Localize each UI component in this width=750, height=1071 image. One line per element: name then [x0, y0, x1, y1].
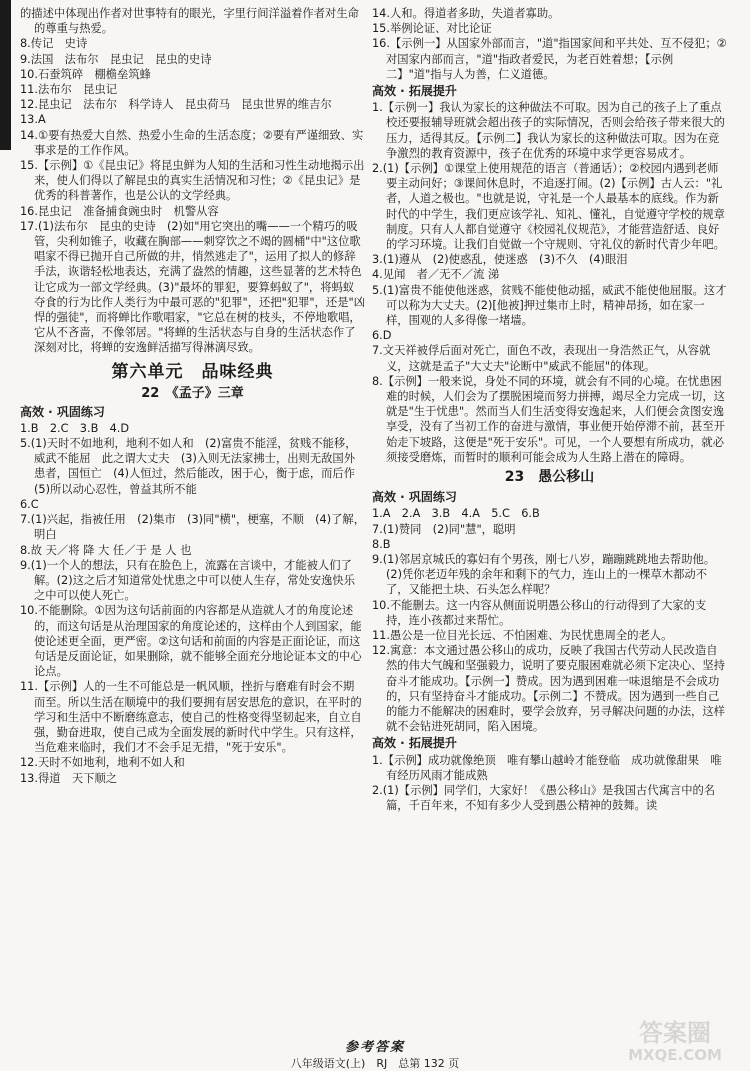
lesson-title: 23 愚公移山	[504, 469, 595, 486]
watermark-logo	[613, 1013, 738, 1065]
section-heading: 高效 · 巩固练习	[20, 404, 105, 419]
answer-item: 1.【示例一】我认为家长的这种做法不可取。因为自己的孩子上了重点校还要报辅导班就会超出孩子的实际情况，否则会给孩子带来很大的压力，适得其反。【示例二】我认为家长的这种做法可取。因为在竞争激烈的教育资源中，孩子在优秀的环境中求学更容易成才。	[372, 101, 725, 160]
answer-item: 2.(1)【示例】同学们，大家好！《愚公移山》是我国古代寓言中的名篇，千百年来，不知有多少人受到愚公精神的鼓舞。读	[372, 783, 716, 813]
answer-item: 10.不能删去。这一内容从侧面说明愚公移山的行动得到了大家的支持，连小孩都过来帮忙。	[372, 598, 707, 627]
answer-item: 12.寓意：本文通过愚公移山的成功，反映了我国古代劳动人民改造自然的伟大气魄和坚强毅力，说明了要克服困难就必须下定决心、坚持奋斗才能成功。【示例一】赞成。因为遇到困难一味退缩是不会成功的，只有坚持奋斗才能成功。【示例二】不赞成。因为遇到一些自己的能力不能解决的困难时，要学会放弃，另寻解决问题的办法，这样就不会钻进死胡同，陷入困境。	[372, 644, 725, 734]
answer-item: 11.法布尔 昆虫记	[20, 83, 118, 97]
section-heading: 高效 · 拓展提升	[372, 84, 457, 99]
answer-item: 11.愚公是一位目光长远、不怕困难、为民忧患周全的老人。	[372, 628, 673, 642]
page-info: 八年级语文(上) RJ 总第 132 页	[290, 1057, 460, 1071]
answer-item: 8.B	[372, 537, 391, 551]
section-heading: 高效 · 巩固练习	[372, 490, 457, 505]
answer-item: 1.【示例】成功就像绝顶 唯有攀山越岭才能登临 成功就像甜果 唯有经历风雨才能成熟	[372, 753, 722, 782]
answer-item: 14.①要有热爱大自然、热爱小生命的生活态度；②要有严谨细致、实事求是的工作作风。	[20, 128, 364, 157]
answer-item: 5.(1)富贵不能使他迷惑，贫贱不能使他动摇，威武不能使他屈服。这才可以称为大丈夫。(2)[他被]押过集市上时，精神昂扬，如在家一样，围观的人多得像一堵墙。	[372, 283, 727, 328]
answer-item: 7.(1)兴起，指被任用 (2)集市 (3)同"横"，梗塞，不顺 (4)了解，明白	[20, 513, 366, 542]
answer-item: 9.(1)一个人的想法，只有在脸色上，流露在言谈中，才能被人们了解。(2)这之后才知道常处忧患之中可以使人生存，常处安逸快乐之中可以使人死亡。	[20, 558, 356, 603]
answer-item: 7.(1)赞同 (2)同"慧"，聪明	[372, 522, 516, 536]
answer-item: 7.文天祥被俘后面对死亡，面色不改，表现出一身浩然正气，从容就义，这就是孟子"大丈夫"论断中"威武不能屈"的体现。	[372, 344, 711, 373]
answer-item: 3.(1)遵从 (2)使惑乱，使迷惑 (3)不久 (4)眼泪	[372, 253, 628, 267]
watermark-line1: 答案圈	[639, 1019, 711, 1047]
answer-item: 1.A 2.A 3.B 4.A 5.C 6.B	[372, 507, 540, 521]
answer-item: 14.人和。得道者多助，失道者寡助。	[372, 7, 560, 20]
answer-item: 11.【示例】人的一生不可能总是一帆风顺，挫折与磨难有时会不期而至。所以生活在顺境中的我们要拥有居安思危的意识，在平时的学习和生活中不断磨练意志，使自己的性格变得坚韧起来，自立自强，勤奋进取，使自己成为全面发展的新时代中学生。只有这样，当危难来临时，我们才不会手足无措，"死于安乐"。	[20, 680, 362, 755]
answer-item: 9.(1)邻居京城氏的寡妇有个男孩，刚七八岁，蹦蹦跳跳地去帮助他。(2)凭你老迈年残的余年和剩下的气力，连山上的一棵草木都动不了，又能把土块、石头怎么样呢？	[372, 552, 716, 597]
answer-item: 10.石蚕筑碎 棚檐垒筑蜂	[20, 67, 151, 81]
answer-item: 2.(1)【示例】①课堂上使用规范的语言（普通话）；②校园内遇到老师要主动问好；③课间休息时，不追逐打闹。(2)【示例】古人云："礼者，人道之极也。"也就是说，守礼是一个人最基本的底线。作为新时代的中学生，我们更应该学礼、知礼、懂礼，自觉遵守学校的规章制度。只有人人都自觉遵守《校园礼仪规范》，才能营造舒适、良好的学习环境。让我们自觉做一个守规则、守礼仪的新时代青少年吧。	[372, 162, 725, 252]
answer-item: 13.A	[20, 113, 46, 127]
answer-item: 5.(1)天时不如地利，地利不如人和 (2)富贵不能淫，贫贱不能移，威武不能屈 此之谓大丈夫 (3)入则无法家拂士，出则无敌国外患者，国恒亡 (4)人恒过，然后能改，困于心，衡于虑，而后作 (5)所以动心忍性，曾益其所不能	[20, 437, 367, 496]
answer-item: 10.不能删除。①因为这句话前面的内容都是从造就人才的角度论述的，而这句话是从治理国家的角度论述的，这样由个人到国家，能使论述更全面，更严密。②这句话和前面的内容是正面论证，而这句话是反面论证，如果删除，就不能够全面充分地论证本文的中心论点。	[20, 604, 362, 679]
answer-item: 6.D	[372, 329, 392, 343]
answer-item: 的描述中体现出作者对世事特有的眼光，字里行间洋溢着作者对生命的尊重与热爱。	[20, 7, 359, 36]
watermark-line2: MXQE.COM	[628, 1046, 722, 1064]
answer-item: 17.(1)法布尔 昆虫的史诗 (2)如"用它突出的嘴——一个精巧的吸管，尖利如锥子，收藏在胸部——刺穿饮之不竭的圆桶"中"这位歌唱家不得已抛开自己所做的井，悄然逃走了"，运用了拟人的修辞手法，诙谐轻松地表达，充满了盎然的情趣，这些显著的艺术特色让它成为一部文学经典。(3)"最坏的罪犯，要算蚂蚁了"，将蚂蚁夺食的行为比作人类行为中最可恶的"犯罪"，还把"犯罪"，还是"凶悍的强徒"，而将蝉比作歌唱家，"它总在树的枝头，不停地歌唱，它从不吝啬，不像邻居。"将蝉的生活状态与自身的生活状态作了深刻对比，将蝉的安逸鲜活描写得淋漓尽致。	[20, 219, 365, 355]
answer-item: 12.天时不如地利，地利不如人和	[20, 756, 185, 770]
answers-label: 参考答案	[344, 1040, 405, 1055]
section-heading: 高效 · 拓展提升	[372, 736, 457, 751]
answer-item: 8.传记 史诗	[20, 37, 88, 51]
answer-item: 12.昆虫记 法布尔 科学诗人 昆虫荷马 昆虫世界的维吉尔	[20, 98, 332, 112]
answer-item: 15.举例论证、对比论证	[372, 22, 492, 36]
answer-item: 13.得道 天下顺之	[20, 771, 118, 785]
binding-spine	[0, 0, 11, 150]
answer-item: 8.【示例】一般来说，身处不同的环境，就会有不同的心境。在忧患困难的时候，人们会为了摆脱困境而努力拼搏，竭尽全力完成一切，这就是"生于忧患"。然而当人们生活变得安逸起来，人们便会贪图安逸享受，没有了当初工作的奋进与激情，事业便开始停滞不前，甚至开始走下坡路，这便是"死于安乐"。可见，一个人要想有所成功，就必须接受磨炼，而暂时的顺利可能会成为人生路上潜在的障碍。	[372, 374, 725, 464]
unit-heading: 第六单元 品味经典	[111, 361, 274, 382]
lesson-title: 22 《孟子》三章	[141, 385, 244, 401]
answer-item: 15.【示例】①《昆虫记》将昆虫鲜为人知的生活和习性生动地揭示出来，使人们得以了解昆虫的真实生活情况和习性；②《昆虫记》是优秀的科普著作，也是公认的文学经典。	[20, 159, 365, 203]
answer-item: 1.B 2.C 3.B 4.D	[20, 421, 130, 435]
answer-item: 6.C	[20, 497, 39, 511]
left-column	[20, 6, 365, 786]
answer-item: 16.【示例一】从国家外部而言，"道"指国家间和平共处、互不侵犯；②对国家内部而言，"道"指政者爱民，为老百姓着想；【示例二】"道"指与人为善，仁义道德。	[372, 37, 727, 81]
answer-item: 16.昆虫记 准备捕食豌虫时 机警从容	[20, 204, 219, 218]
answer-item: 9.法国 法布尔 昆虫记 昆虫的史诗	[20, 52, 212, 66]
right-column	[372, 6, 727, 813]
answer-item: 8.故 天／将 降 大 任／于 是 人 也	[20, 543, 192, 557]
answer-item: 4.见闻 者／无不／流 涕	[372, 268, 500, 282]
